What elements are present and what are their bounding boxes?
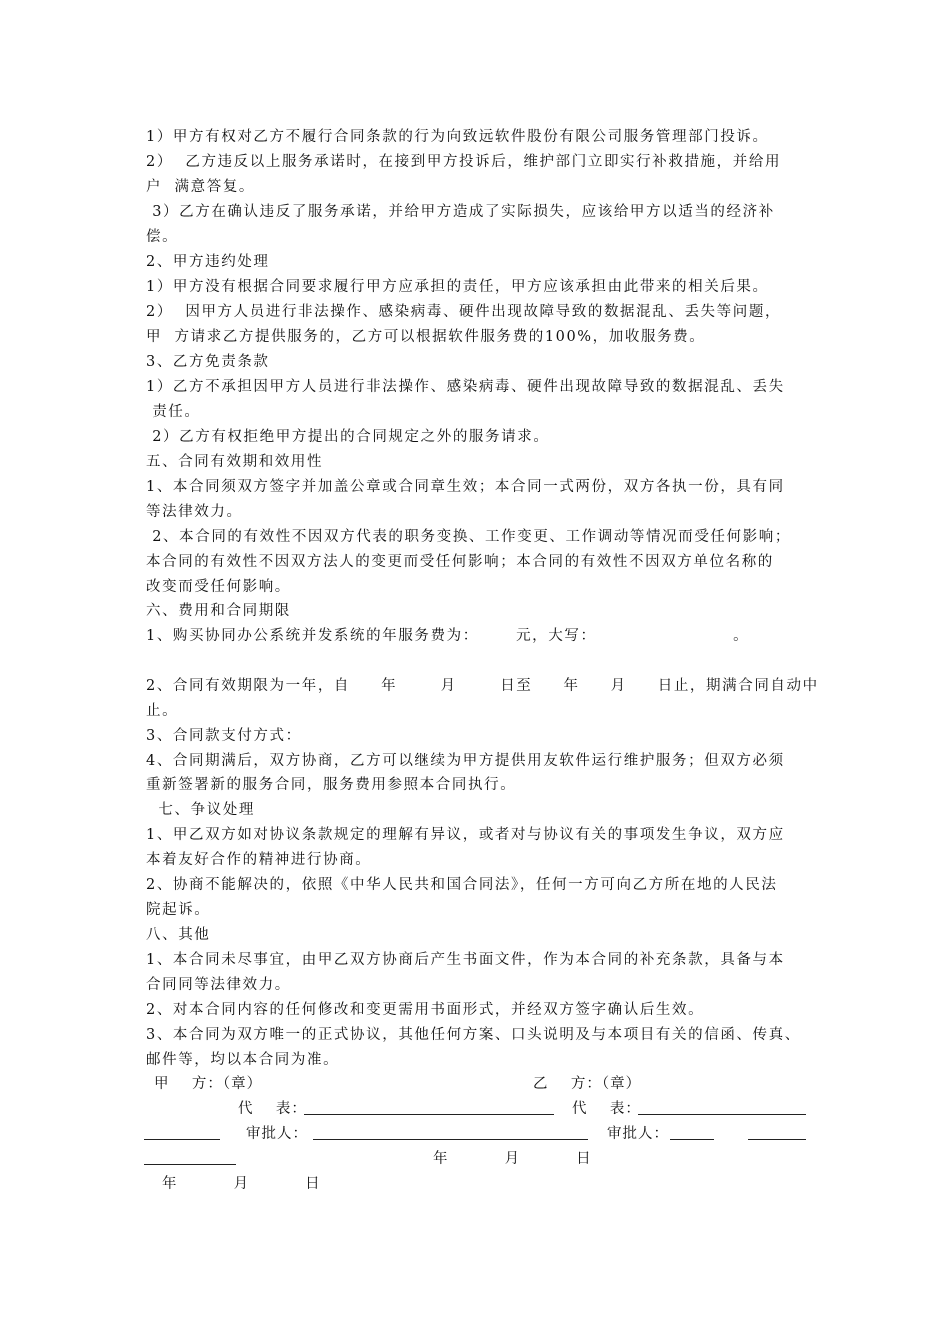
text-line: 2） 因甲方人员进行非法操作、感染病毒、硬件出现故障导致的数据混乱、丢失等问题， bbox=[146, 304, 782, 320]
text-line: 1）乙方不承担因甲方人员进行非法操作、感染病毒、硬件出现故障导致的数据混乱、丢失 bbox=[146, 379, 785, 395]
approver-a-label: 审批人： bbox=[246, 1126, 308, 1142]
rep-b-label: 代 表： bbox=[572, 1101, 641, 1117]
text-line: 责任。 bbox=[146, 404, 201, 420]
party-b-label: 乙 方：（章） bbox=[533, 1076, 642, 1092]
text-line: 本合同的有效性不因双方法人的变更而受任何影响；本合同的有效性不因双方单位名称的 bbox=[146, 554, 774, 570]
text-line: 1）甲方没有根据合同要求履行甲方应承担的责任，甲方应该承担由此带来的相关后果。 bbox=[146, 279, 769, 295]
text-line: 2）乙方有权拒绝甲方提出的合同规定之外的服务请求。 bbox=[146, 429, 550, 445]
text-line: 2、协商不能解决的，依照《中华人民共和国合同法》，任何一方可向乙方所在地的人民法 bbox=[146, 877, 778, 893]
text-line: 户 满意答复。 bbox=[146, 179, 256, 195]
text-line: 偿。 bbox=[146, 229, 179, 245]
approver-a-signature-line[interactable] bbox=[313, 1139, 588, 1140]
rep-b-signature-line[interactable] bbox=[638, 1114, 806, 1115]
approver-b-signature-line[interactable] bbox=[670, 1139, 714, 1140]
approver-b-signature-line-cont[interactable] bbox=[748, 1139, 806, 1140]
date-party-b: 年 月 日 bbox=[433, 1151, 592, 1167]
text-line: 合同同等法律效力。 bbox=[146, 977, 291, 993]
text-line: 2、本合同的有效性不因双方代表的职务变换、工作变更、工作调动等情况而受任何影响； bbox=[146, 529, 791, 545]
section-heading: 六、费用和合同期限 bbox=[146, 603, 291, 619]
text-line: 4、合同期满后，双方协商，乙方可以继续为甲方提供用友软件运行维护服务；但双方必须 bbox=[146, 753, 785, 769]
section-heading: 七、争议处理 bbox=[146, 802, 256, 818]
text-line: 1、甲乙双方如对协议条款规定的理解有异议，或者对与协议有关的事项发生争议，双方应 bbox=[146, 827, 785, 843]
approver-a-signature-line-cont[interactable] bbox=[144, 1164, 236, 1165]
section-heading: 五、合同有效期和效用性 bbox=[146, 454, 324, 470]
text-line: 本着友好合作的精神进行协商。 bbox=[146, 852, 372, 868]
text-line: 重新签署新的服务合同，服务费用参照本合同执行。 bbox=[146, 777, 517, 793]
text-line: 2、合同有效期限为一年，自 年 月 日至 年 月 日止，期满合同自动中 bbox=[146, 678, 819, 694]
text-line: 1）甲方有权对乙方不履行合同条款的行为向致远软件股份有限公司服务管理部门投诉。 bbox=[146, 129, 769, 145]
text-line: 等法律效力。 bbox=[146, 504, 243, 520]
text-line: 2、对本合同内容的任何修改和变更需用书面形式，并经双方签字确认后生效。 bbox=[146, 1002, 705, 1018]
date-party-a: 年 月 日 bbox=[162, 1176, 321, 1192]
rep-a-label: 代 表： bbox=[238, 1101, 307, 1117]
party-a-label: 甲 方：（章） bbox=[154, 1076, 263, 1092]
text-line: 邮件等，均以本合同为准。 bbox=[146, 1052, 340, 1068]
section-heading: 3、乙方免责条款 bbox=[146, 354, 270, 370]
text-line: 1、购买协同办公系统并发系统的年服务费为： 元，大写： 。 bbox=[146, 628, 750, 644]
text-line: 3）乙方在确认违反了服务承诺，并给甲方造成了实际损失，应该给甲方以适当的经济补 bbox=[146, 204, 775, 220]
text-line: 改变而受任何影响。 bbox=[146, 579, 291, 595]
rep-a-signature-line-cont[interactable] bbox=[144, 1139, 220, 1140]
text-line: 2） 乙方违反以上服务承诺时，在接到甲方投诉后，维护部门立即实行补救措施，并给用 bbox=[146, 154, 782, 170]
rep-a-signature-line[interactable] bbox=[304, 1114, 554, 1115]
approver-b-label: 审批人： bbox=[607, 1126, 669, 1142]
section-heading: 八、其他 bbox=[146, 927, 211, 943]
text-line: 止。 bbox=[146, 703, 179, 719]
text-line: 3、本合同为双方唯一的正式协议，其他任何方案、口头说明及与本项目有关的信函、传真、 bbox=[146, 1027, 801, 1043]
section-heading: 2、甲方违约处理 bbox=[146, 254, 270, 270]
text-line: 院起诉。 bbox=[146, 902, 211, 918]
text-line: 1、本合同未尽事宜，由甲乙双方协商后产生书面文件，作为本合同的补充条款，具备与本 bbox=[146, 952, 785, 968]
text-line: 1、本合同须双方签字并加盖公章或合同章生效；本合同一式两份，双方各执一份，具有同 bbox=[146, 479, 785, 495]
text-line: 甲 方请求乙方提供服务的，乙方可以根据软件服务费的100%，加收服务费。 bbox=[146, 329, 706, 345]
text-line: 3、合同款支付方式： bbox=[146, 728, 302, 744]
